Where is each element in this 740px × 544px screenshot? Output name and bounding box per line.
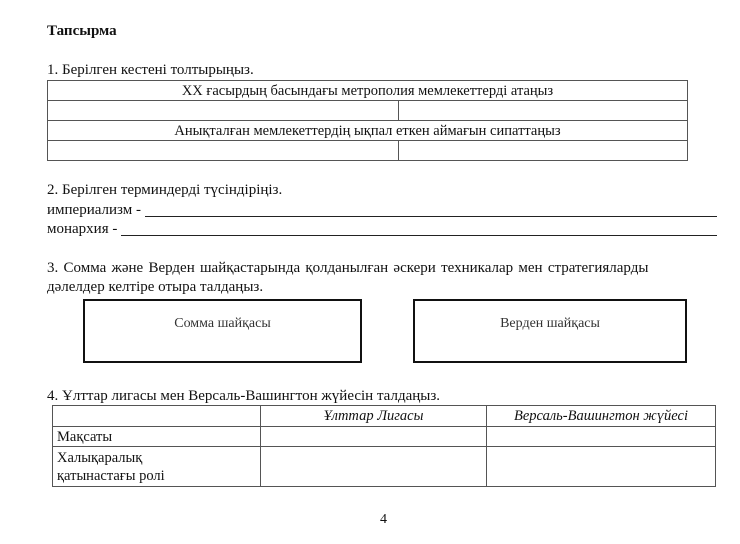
task1-cell[interactable] bbox=[48, 101, 399, 121]
answer-line[interactable] bbox=[121, 221, 717, 236]
task1-header-2: Анықталған мемлекеттердің ықпал еткен аймағын сипаттаңыз bbox=[48, 121, 688, 141]
somme-box[interactable] bbox=[83, 299, 362, 363]
term-row bbox=[47, 202, 717, 219]
page-number: 4 bbox=[380, 512, 387, 527]
col-league: Ұлттар Лигасы bbox=[261, 406, 487, 427]
verdun-box[interactable] bbox=[413, 299, 687, 363]
term-monarchy: монархия - bbox=[47, 221, 118, 237]
task4-prompt: 4. Ұлттар лигасы мен Версаль-Вашингтон жүйесін талдаңыз. bbox=[47, 388, 441, 404]
task3-prompt-line2: дәлелдер келтіре отыра талдаңыз. bbox=[47, 279, 264, 295]
task4-cell[interactable] bbox=[261, 447, 487, 487]
task1-prompt: 1. Берілген кестені толтырыңыз. bbox=[47, 62, 254, 78]
answer-line[interactable] bbox=[145, 202, 717, 217]
task4-cell[interactable] bbox=[487, 447, 716, 487]
task4-cell[interactable] bbox=[487, 427, 716, 447]
row-goal: Мақсаты bbox=[53, 427, 261, 447]
verdun-label: Верден шайқасы bbox=[500, 316, 600, 331]
task1-cell[interactable] bbox=[399, 101, 688, 121]
task1-cell[interactable] bbox=[399, 141, 688, 161]
task3-prompt-line1: 3. Сомма және Верден шайқастарында қолданылған әскери техникалар мен стратегияларды bbox=[47, 260, 649, 276]
task1-table bbox=[47, 80, 688, 161]
row-role-line1: Халықаралық bbox=[57, 449, 143, 466]
term-imperialism: империализм - bbox=[47, 202, 141, 218]
task4-table bbox=[52, 405, 716, 487]
task1-cell[interactable] bbox=[48, 141, 399, 161]
section-title: Тапсырма bbox=[47, 23, 117, 39]
row-role-line2: қатынастағы ролі bbox=[57, 467, 165, 484]
term-row bbox=[47, 221, 717, 238]
row-role bbox=[53, 447, 261, 487]
task1-header-1: XX ғасырдың басындағы метрополия мемлекеттерді атаңыз bbox=[48, 81, 688, 101]
task2-prompt: 2. Берілген терминдерді түсіндіріңіз. bbox=[47, 182, 283, 198]
somme-label: Сомма шайқасы bbox=[174, 316, 271, 331]
col-versailles: Версаль-Вашингтон жүйесі bbox=[487, 406, 716, 427]
task4-cell[interactable] bbox=[261, 427, 487, 447]
empty-header bbox=[53, 406, 261, 427]
